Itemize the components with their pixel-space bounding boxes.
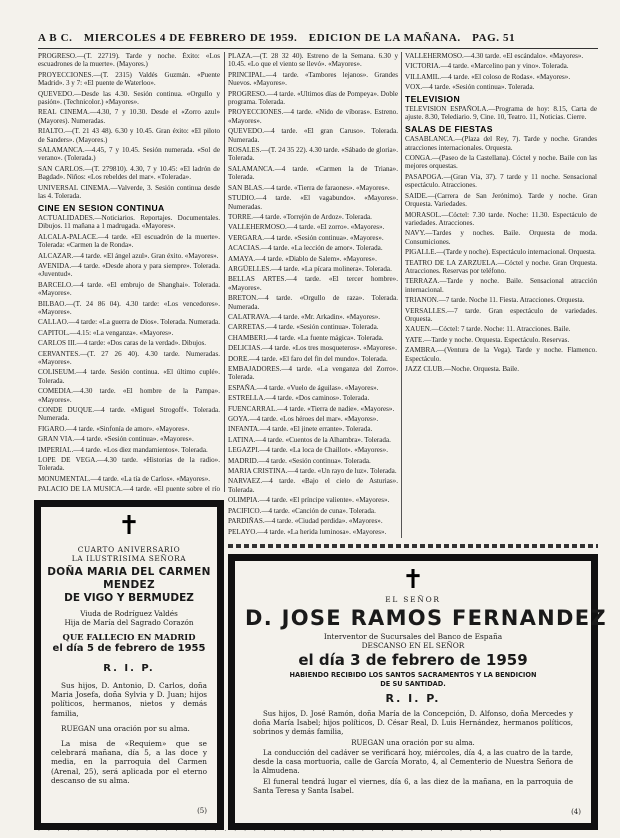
listing-entry: CAPITOL.—4.15: «La venganza». «Mayores». — [38, 328, 174, 337]
listing-entry: FUENCARRAL.—4 tarde. «Tierra de nadie». «Mayores». — [228, 404, 395, 413]
listings-column-1 — [38, 52, 220, 494]
obituary-conduction-paragraph: La conducción del cadáver se verificará hoy, miércoles, día 4, a las cuatro de la tarde, desde la casa mortuoria, calle de García Morato, 4, al Cementerio de Nuestra Señora de la Almudena. — [253, 749, 573, 775]
listing-entry: VALLEHERMOSO.—4 tarde. «El zorro». «Mayores». — [228, 223, 385, 232]
listing-entry: SALAMANCA.—4.45, 7 y 10.45. Sesión numerada. «Sol de verano». (Tolerada.) — [38, 146, 220, 163]
listing-entry: NAVY.—Tardes y noches. Baile. Orquesta de moda. Consumiciones. — [405, 229, 597, 246]
obituary-funeral-paragraph: El funeral tendrá lugar el viernes, día 6, a las diez de la mañana, en la parroquia de Santa Teresa y Santa Isabel. — [253, 777, 573, 795]
obituary-request-paragraph: RUEGAN una oración por su alma. — [351, 738, 475, 747]
obituary-body — [47, 681, 211, 785]
obituary-mass-paragraph: La misa de «Requiem» que se celebrará mañana, día 5, a las doce y media, en la parroquia del Carmen (Arenal, 25), será aplicada por el eterno descanso de su alma. — [51, 739, 207, 785]
listing-entry: BELLAS ARTES.—4 tarde. «El tercer hombre». «Mayores». — [228, 275, 398, 292]
obituary-sacraments-line: HABIENDO RECIBIDO LOS SANTOS SACRAMENTOS Y LA BENDICION — [289, 671, 537, 679]
listing-entry: AVENIDA.—4 tarde. «Desde ahora y para siempre». Tolerada. «Juventud». — [38, 261, 220, 279]
listing-entry: JAZZ CLUB.—Noche. Orquesta. Baile. — [405, 365, 520, 373]
section-heading: SALAS DE FIESTAS — [405, 123, 493, 134]
listing-entry: PROYECCIONES.—4 tarde. «Nido de víboras». Estreno. «Mayores». — [228, 108, 398, 125]
cross-icon: ✝ — [402, 565, 424, 595]
listing-entry: ESPAÑA.—4 tarde. «Vuelo de águilas». «Mayores». — [228, 383, 379, 392]
listing-entry: TERRAZA.—Tarde y noche. Baile. Sensacional atracción internacional. — [405, 277, 597, 294]
listings-column-2 — [228, 52, 398, 538]
listing-entry: OLIMPIA.—4 tarde. «El príncipe valiente». «Mayores». — [228, 496, 390, 505]
listing-entry: ACACIAS.—4 tarde. «La lección de amor». Tolerada. — [228, 244, 383, 253]
column-divider — [224, 52, 225, 492]
listing-entry: TRIANON.—7 tarde. Noche 11. Fiesta. Atracciones. Orquesta. — [405, 296, 585, 305]
listing-entry: QUEVEDO.—Desde las 4.30. Sesión continua. «Orgullo y pasión». (Technicolor.) «Mayores». — [38, 89, 220, 107]
listing-entry: PROGRESO.—4 tarde. «Ultimos días de Pompeya». Doble programa. Tolerada. — [228, 89, 398, 107]
listing-entry: MADRID.—4 tarde. «Sesión continua». Tolerada. — [228, 456, 371, 465]
listing-entry: VERGARA.—4 tarde. «Sesión continua». «Mayores». — [228, 233, 384, 242]
obituary-notice-death — [228, 554, 607, 830]
listing-entry: PALACIO DE LA MUSICA.—4 tarde. «El puente sobre el río — [38, 485, 220, 494]
listing-entry: PRINCIPAL.—4 tarde. «Tambores lejanos». Grandes Nuevos. «Mayores». — [228, 70, 398, 88]
obituary-deceased-name: D. JOSE RAMOS FERNANDEZ — [245, 606, 607, 630]
listing-entry: DELICIAS.—4 tarde. «Los tres mosqueteros». «Mayores». — [228, 344, 397, 353]
obituary-family-paragraph: Sus hijos, D. José Ramón, doña María de la Concepción, D. Alfonso, doña Mercedes y doña María Isabel; hijos políticos, D. César Real, D. Luis Hernández, hermanos políticos, sobrinos y demás familia, — [253, 710, 573, 736]
listing-entry: ALCALA-PALACE.—4 tarde. «El escuadrón de la muerte». Tolerada: «Carmen la de Ronda». — [38, 232, 220, 250]
listing-entry: PARDIÑAS.—4 tarde. «Ciudad perdida». «Mayores». — [228, 517, 383, 526]
obituary-honorific: EL SEÑOR — [385, 595, 441, 604]
listing-entry: MARIA CRISTINA.—4 tarde. «Un rayo de luz». Tolerada. — [228, 467, 397, 476]
section-heading: TELEVISION — [405, 93, 461, 104]
listing-entry: XAUEN.—Cóctel: 7 tarde. Noche: 11. Atracciones. Baile. — [405, 325, 571, 334]
listing-entry: BRETON.—4 tarde. «Orgullo de raza». Tolerada. Numerada. — [228, 294, 398, 311]
header-edition: EDICION DE LA MAÑANA. — [308, 32, 461, 44]
listing-entry: DORE.—4 tarde. «El faro del fin del mundo». Tolerada. — [228, 354, 388, 363]
listing-entry: CASABLANCA.—(Plaza del Rey, 7). Tarde y noche. Grandes atracciones internacionales. Orquesta. — [405, 135, 597, 152]
listing-entry: CALLAO.—4 tarde: «La guerra de Dios». Tolerada. Numerada. — [38, 318, 220, 327]
obituary-body — [245, 710, 581, 795]
obituary-rip: R. I. P. — [103, 663, 155, 674]
listing-entry: TEATRO DE LA ZARZUELA.—Cóctel y noche. Gran Orquesta. Atracciones. Reservas por teléfono. — [405, 258, 597, 275]
listing-entry: SAN BLAS.—4 tarde. «Tierra de faraones». «Mayores». — [228, 183, 390, 192]
obituary-reference: (4) — [571, 808, 581, 816]
listing-entry: ROSALES.—(T. 24 35 22). 4.30 tarde. «Sábado de gloria». Tolerada. — [228, 146, 398, 163]
listing-entry: PACIFICO.—4 tarde. «Canción de cuna». Tolerada. — [228, 506, 376, 515]
header-paper: A B C. — [38, 32, 73, 44]
listing-entry: MORASOL.—Cóctel: 7.30 tarde. Noche: 11.30. Espectáculo de variedades. Atracciones. — [405, 210, 597, 227]
listing-entry: PASAPOGA.—(Gran Vía, 37). 7 tarde y 11 noche. Sensacional espectáculo. Atracciones. — [405, 172, 597, 190]
listing-entry: VILLAMIL.—4 tarde. «El coloso de Rodas». «Mayores». — [405, 72, 571, 81]
listing-entry: LEGAZPI.—4 tarde. «La loca de Chaillot». «Mayores». — [228, 446, 388, 455]
listing-entry: PROGRESO.—(T. 22719). Tarde y noche. Éxito: «Los escuadrones de la muerte». (Mayores.) — [38, 52, 220, 69]
listing-entry: EMBAJADORES.—4 tarde. «La venganza del Zorro». Tolerada. — [228, 365, 398, 382]
listing-entry: BILBAO.—(T. 24 86 04). 4.30 tarde: «Los vencedores». «Mayores». — [38, 299, 220, 316]
listing-entry: SAIDE.—(Carrera de San Jerónimo). Tarde y noche. Gran Orquesta. Variedades. — [405, 191, 597, 209]
listing-entry: STUDIO.—4 tarde. «El vagabundo». «Mayores». Numeradas. — [228, 194, 398, 211]
listing-entry: ZAMBRA.—(Ventura de la Vega). Tarde y noche. Flamenco. Espectáculo. — [405, 346, 597, 363]
listing-entry: ARGÜELLES.—4 tarde. «La pícara molinera». Tolerada. — [228, 264, 392, 273]
listing-entry: COLISEUM.—4 tarde. Sesión continua. «El último cuplé». Tolerada. — [38, 368, 220, 385]
listing-entry: LOPE DE VEGA.—4.30 tarde. «Historias de la radio». Tolerada. — [38, 456, 220, 473]
listing-entry: PIGALLE.—(Tarde y noche). Espectáculo internacional. Orquesta. — [405, 248, 596, 257]
listing-entry: ACTUALIDADES.—Noticiarios. Reportajes. Documentales. Dibujos. 11 mañana a 1 madrugada. «Mayores». — [38, 213, 220, 231]
listing-entry: MONUMENTAL.—4 tarde. «La tía de Carlos». «Mayores». — [38, 474, 211, 483]
column-divider — [401, 52, 402, 538]
listing-entry: QUEVEDO.—4 tarde. «El gran Caruso». Tolerada. Numerada. — [228, 127, 398, 144]
listing-entry: VOX.—4 tarde. «Sesión continua». Tolerada. — [405, 83, 535, 92]
listing-entry: VERSALLES.—7 tarde. Gran espectáculo de variedades. Orquesta. — [405, 306, 597, 323]
listing-entry: INFANTA.—4 tarde. «El jinete errante». Tolerada. — [228, 425, 373, 434]
obituary-anniversary-line: CUARTO ANIVERSARIO — [77, 545, 181, 554]
obituary-daughter-line: Hija de María del Sagrado Corazón — [64, 618, 194, 627]
listing-entry: PROYECCIONES.—(T. 2315) Valdés Guzmán. «Puente Madrid». 3 y 7: «El puente de Waterloo». — [38, 70, 220, 88]
listing-entry: CHAMBERI.—4 tarde. «La fuente mágica». Tolerada. — [228, 333, 384, 342]
obituary-widow-line: Viuda de Rodríguez Valdés — [80, 609, 178, 618]
obituary-notice-anniversary — [34, 500, 224, 830]
obituary-request-paragraph: RUEGAN una oración por su alma. — [61, 723, 190, 733]
listing-entry: PLAZA.—(T. 28 32 40). Estreno de la Semana. 6.30 y 10.45. «Lo que el viento se llevó». «Mayores». — [228, 52, 398, 69]
listing-entry: IMPERIAL.—4 tarde. «Los diez mandamientos». Tolerada. — [38, 445, 208, 454]
listing-entry: COMEDIA.—4.30 tarde. «El hombre de la Pampa». «Mayores». — [38, 387, 220, 404]
listing-entry: ALCAZAR.—4 tarde. «El ángel azul». Gran éxito. «Mayores». — [38, 251, 219, 260]
listing-entry: GRAN VIA.—4 tarde. «Sesión continua». «Mayores». — [38, 435, 194, 444]
listing-entry: FIGARO.—4 tarde. «Sinfonía de amor». «Mayores». — [38, 424, 190, 433]
listing-entry: VICTORIA.—4 tarde. «Marcelino pan y vino». Tolerada. — [405, 62, 569, 71]
obituary-reference: (5) — [197, 807, 207, 815]
listing-entry: SAN CARLOS.—(T. 279810). 4.30, 7 y 10.45: «El ladrón de Bagdad». Niños: «Los rebeldes del mar». «Tolerada». — [38, 164, 220, 182]
obituary-rest-line: DESCANSO EN EL SEÑOR — [361, 641, 465, 650]
listing-entry: AMAYA.—4 tarde. «Diablo de Salem». «Mayores». — [228, 254, 377, 263]
obituary-family-paragraph: Sus hijos, D. Antonio, D. Carlos, doña Maria Josefa, doña Sylvia y D. Juan; hijos políticos, hermanos, nietos y demás familia, — [51, 681, 207, 718]
listing-entry: TELEVISION ESPAÑOLA.—Programa de hoy: 8.15, Carta de ajuste. 8.30, Telediario. 9, Cine. 10, Teatro. 11, Noticias. Cierre. — [405, 105, 597, 122]
listing-entry: LATINA.—4 tarde. «Cuentos de la Alhambra». Tolerada. — [228, 435, 391, 444]
obituary-honorific: LA ILUSTRISIMA SEÑORA — [71, 554, 187, 563]
listings-column-3 — [405, 52, 597, 538]
obituary-sacraments-line-2: DE SU SANTIDAD. — [380, 679, 446, 688]
listing-entry: ESTRELLA.—4 tarde. «Dos caminos». Tolerada. — [228, 394, 370, 403]
cross-icon: ✝ — [118, 511, 140, 541]
section-heading: CINE EN SESION CONTINUA — [38, 202, 165, 213]
listing-entry: SALAMANCA.—4 tarde. «Carmen la de Triana». Tolerada. — [228, 164, 398, 182]
listing-entry: REAL CINEMA.—4.30, 7 y 10.30. Desde el «Zorro azul» (Mayores). Numeradas. — [38, 108, 220, 125]
obituary-rip: R. I. P. — [385, 692, 441, 706]
listing-entry: RIALTO.—(T. 21 43 48). 6.30 y 10.45. Gran éxito: «El piloto de Sanders». (Mayores.) — [38, 127, 220, 144]
listing-entry: CONDE DUQUE.—4 tarde. «Miguel Strogoff». Tolerada. Numerada. — [38, 406, 220, 423]
header-day: MIERCOLES 4 DE FEBRERO DE 1959. — [83, 32, 298, 44]
listing-entry: GOYA.—4 tarde. «Los héroes del mar». «Mayores». — [228, 415, 379, 424]
obituary-deceased-name: DOÑA MARIA DEL CARMEN MENDEZ — [47, 566, 211, 591]
listing-entry: VALLEHERMOSO.—4.30 tarde. «El escándalo». «Mayores». — [405, 52, 584, 60]
listing-entry: CARLOS III.—4 tarde: «Dos caras de la verdad». Dibujos. — [38, 339, 207, 348]
listing-entry: CERVANTES.—(T. 27 26 40). 4.30 tarde. Numeradas. «Mayores». — [38, 349, 220, 366]
listing-entry: UNIVERSAL CINEMA.—Valverde, 3. Sesión continua desde las 4. Tolerada. — [38, 183, 220, 201]
listing-entry: BARCELO.—4 tarde. «El embrujo de Shanghai». Tolerada. «Mayores». — [38, 280, 220, 298]
obituary-date: el día 3 de febrero de 1959 — [298, 651, 528, 669]
listing-entry: TORRE.—4 tarde. «Torrejón de Ardoz». Tolerada. — [228, 212, 372, 221]
listing-entry: NARVAEZ.—4 tarde. «Bajo el cielo de Asturias». Tolerada. — [228, 477, 398, 494]
listing-entry: PELAYO.—4 tarde. «La herida luminosa». «Mayores». — [228, 527, 387, 536]
obituary-date: el día 5 de febrero de 1955 — [52, 643, 206, 654]
header-page-number: PAG. 51 — [472, 32, 516, 44]
obituary-place-line: QUE FALLECIO EN MADRID — [62, 632, 196, 642]
listing-entry: CARRETAS.—4 tarde. «Sesión continua». Tolerada. — [228, 323, 379, 332]
page-header — [38, 32, 598, 49]
listing-entry: YATE.—Tarde y noche. Orquesta. Espectáculo. Reservas. — [405, 335, 570, 344]
listing-entry: CONGA.—(Paseo de la Castellana). Cóctel y noche. Baile con las mejores orquestas. — [405, 154, 597, 171]
listing-entry: CALATRAVA.—4 tarde. «Mr. Arkadin». «Mayores». — [228, 312, 381, 321]
obituary-position-line: Interventor de Sucursales del Banco de España — [323, 632, 503, 641]
obituary-deceased-surname: DE VIGO Y BERMUDEZ — [64, 592, 194, 604]
page-footer-marks: . . . . . . . . . . . . . . . . . . . . . . . . . . . . . . . . . . . . . . . . . . . . . . . . — [38, 826, 505, 833]
decorative-rule — [228, 544, 598, 548]
